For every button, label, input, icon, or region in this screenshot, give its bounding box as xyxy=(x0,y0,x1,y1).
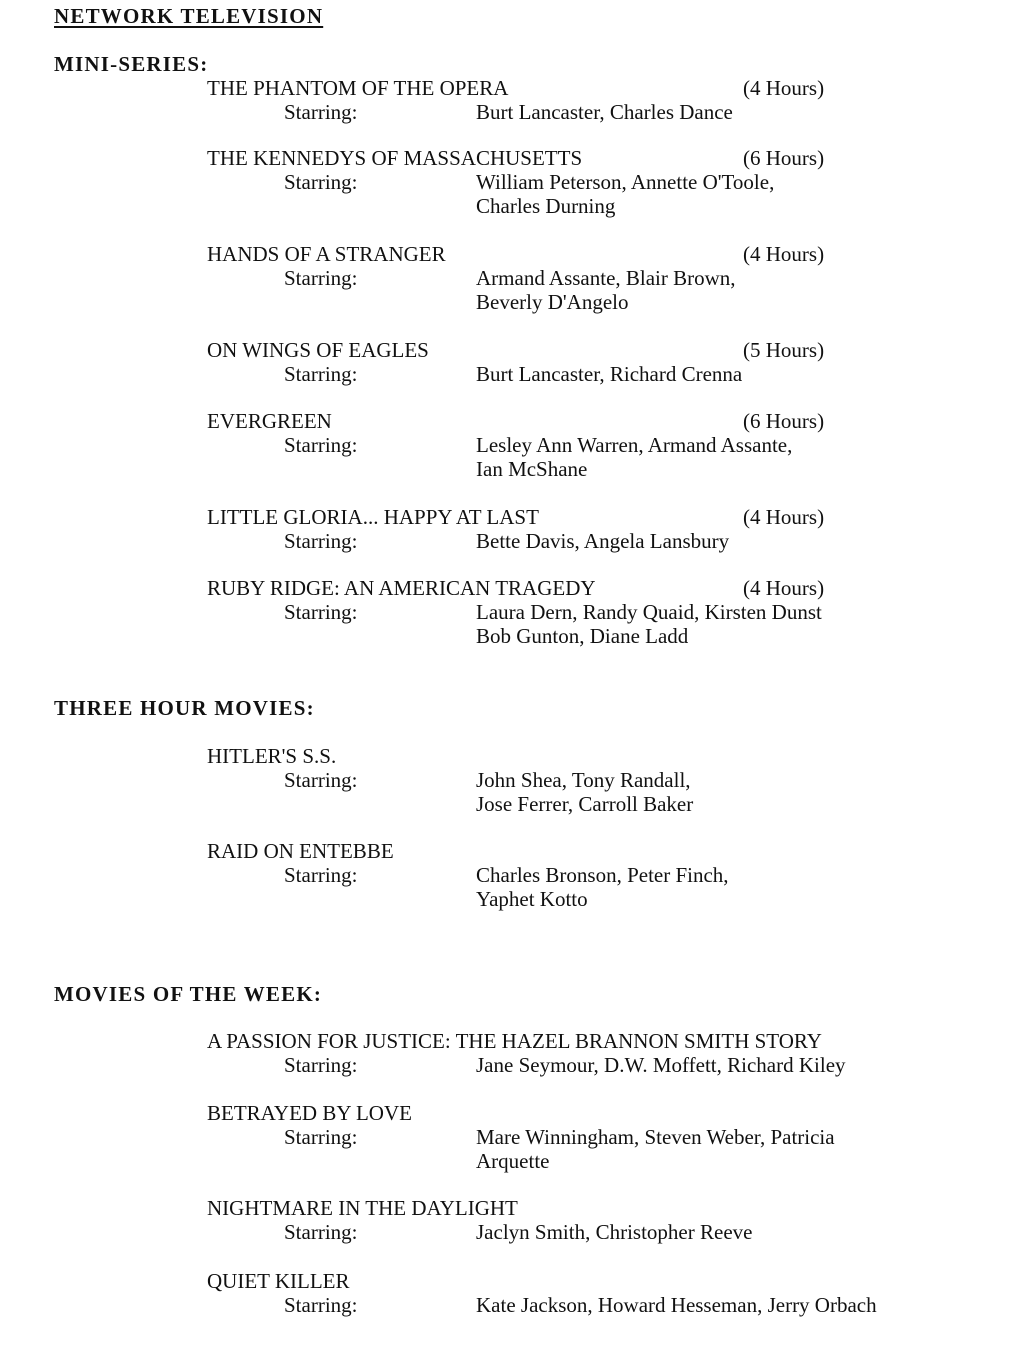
cast-line: Jose Ferrer, Carroll Baker xyxy=(476,792,694,816)
starring-label: Starring: xyxy=(284,1053,358,1077)
cast-line: Bob Gunton, Diane Ladd xyxy=(476,624,689,648)
program-title: RUBY RIDGE: AN AMERICAN TRAGEDY xyxy=(207,576,596,600)
cast-line: Charles Durning xyxy=(476,194,616,218)
cast-line: Jaclyn Smith, Christopher Reeve xyxy=(476,1220,753,1244)
program-title: A PASSION FOR JUSTICE: THE HAZEL BRANNON SMITH STORY xyxy=(207,1029,822,1053)
program-title: RAID ON ENTEBBE xyxy=(207,839,394,863)
cast-line: Bette Davis, Angela Lansbury xyxy=(476,529,730,553)
cast-list xyxy=(476,433,792,481)
program-title: BETRAYED BY LOVE xyxy=(207,1101,412,1125)
cast-list xyxy=(476,362,742,386)
cast-line: Mare Winningham, Steven Weber, Patricia xyxy=(476,1125,835,1149)
cast-line: Beverly D'Angelo xyxy=(476,290,629,314)
program-title: NIGHTMARE IN THE DAYLIGHT xyxy=(207,1196,518,1220)
section-heading-three-hour-movies: THREE HOUR MOVIES: xyxy=(54,696,315,720)
cast-line: Yaphet Kotto xyxy=(476,887,588,911)
cast-line: Arquette xyxy=(476,1149,550,1173)
starring-label: Starring: xyxy=(284,863,358,887)
program-duration: (4 Hours) xyxy=(743,505,825,529)
cast-line: Kate Jackson, Howard Hesseman, Jerry Orbach xyxy=(476,1293,877,1317)
program-title: THE PHANTOM OF THE OPERA xyxy=(207,76,509,100)
starring-label: Starring: xyxy=(284,1220,358,1244)
cast-line: Lesley Ann Warren, Armand Assante, xyxy=(476,433,793,457)
starring-label: Starring: xyxy=(284,100,358,124)
program-title: EVERGREEN xyxy=(207,409,332,433)
section-heading-movies-of-the-week: MOVIES OF THE WEEK: xyxy=(54,982,323,1006)
cast-line: John Shea, Tony Randall, xyxy=(476,768,691,792)
cast-line: Burt Lancaster, Charles Dance xyxy=(476,100,733,124)
program-duration: (4 Hours) xyxy=(743,576,825,600)
cast-list xyxy=(476,1293,877,1317)
program-duration: (6 Hours) xyxy=(743,146,825,170)
starring-label: Starring: xyxy=(284,362,358,386)
program-title: HITLER'S S.S. xyxy=(207,744,337,768)
program-title: QUIET KILLER xyxy=(207,1269,350,1293)
starring-label: Starring: xyxy=(284,600,358,624)
cast-line: Laura Dern, Randy Quaid, Kirsten Dunst xyxy=(476,600,822,624)
starring-label: Starring: xyxy=(284,266,358,290)
program-duration: (4 Hours) xyxy=(743,242,825,266)
program-duration: (5 Hours) xyxy=(743,338,825,362)
page-title: NETWORK TELEVISION xyxy=(54,4,324,28)
cast-line: Armand Assante, Blair Brown, xyxy=(476,266,736,290)
program-duration: (6 Hours) xyxy=(743,409,825,433)
starring-label: Starring: xyxy=(284,170,358,194)
program-title: LITTLE GLORIA... HAPPY AT LAST xyxy=(207,505,539,529)
starring-label: Starring: xyxy=(284,1293,358,1317)
cast-line: Jane Seymour, D.W. Moffett, Richard Kiley xyxy=(476,1053,846,1077)
program-title: THE KENNEDYS OF MASSACHUSETTS xyxy=(207,146,583,170)
section-heading-mini-series: MINI-SERIES: xyxy=(54,52,209,76)
cast-list xyxy=(476,100,733,124)
starring-label: Starring: xyxy=(284,433,358,457)
cast-list xyxy=(476,1125,835,1173)
cast-line: William Peterson, Annette O'Toole, xyxy=(476,170,775,194)
program-duration: (4 Hours) xyxy=(743,76,825,100)
starring-label: Starring: xyxy=(284,768,358,792)
cast-list xyxy=(476,266,736,314)
starring-label: Starring: xyxy=(284,1125,358,1149)
cast-list xyxy=(476,863,729,911)
cast-line: Burt Lancaster, Richard Crenna xyxy=(476,362,743,386)
program-title: ON WINGS OF EAGLES xyxy=(207,338,429,362)
cast-list xyxy=(476,600,822,648)
program-title: HANDS OF A STRANGER xyxy=(207,242,446,266)
cast-line: Charles Bronson, Peter Finch, xyxy=(476,863,729,887)
cast-list xyxy=(476,529,729,553)
cast-list xyxy=(476,1220,752,1244)
cast-list xyxy=(476,170,774,218)
cast-list xyxy=(476,1053,846,1077)
cast-list xyxy=(476,768,693,816)
starring-label: Starring: xyxy=(284,529,358,553)
cast-line: Ian McShane xyxy=(476,457,588,481)
